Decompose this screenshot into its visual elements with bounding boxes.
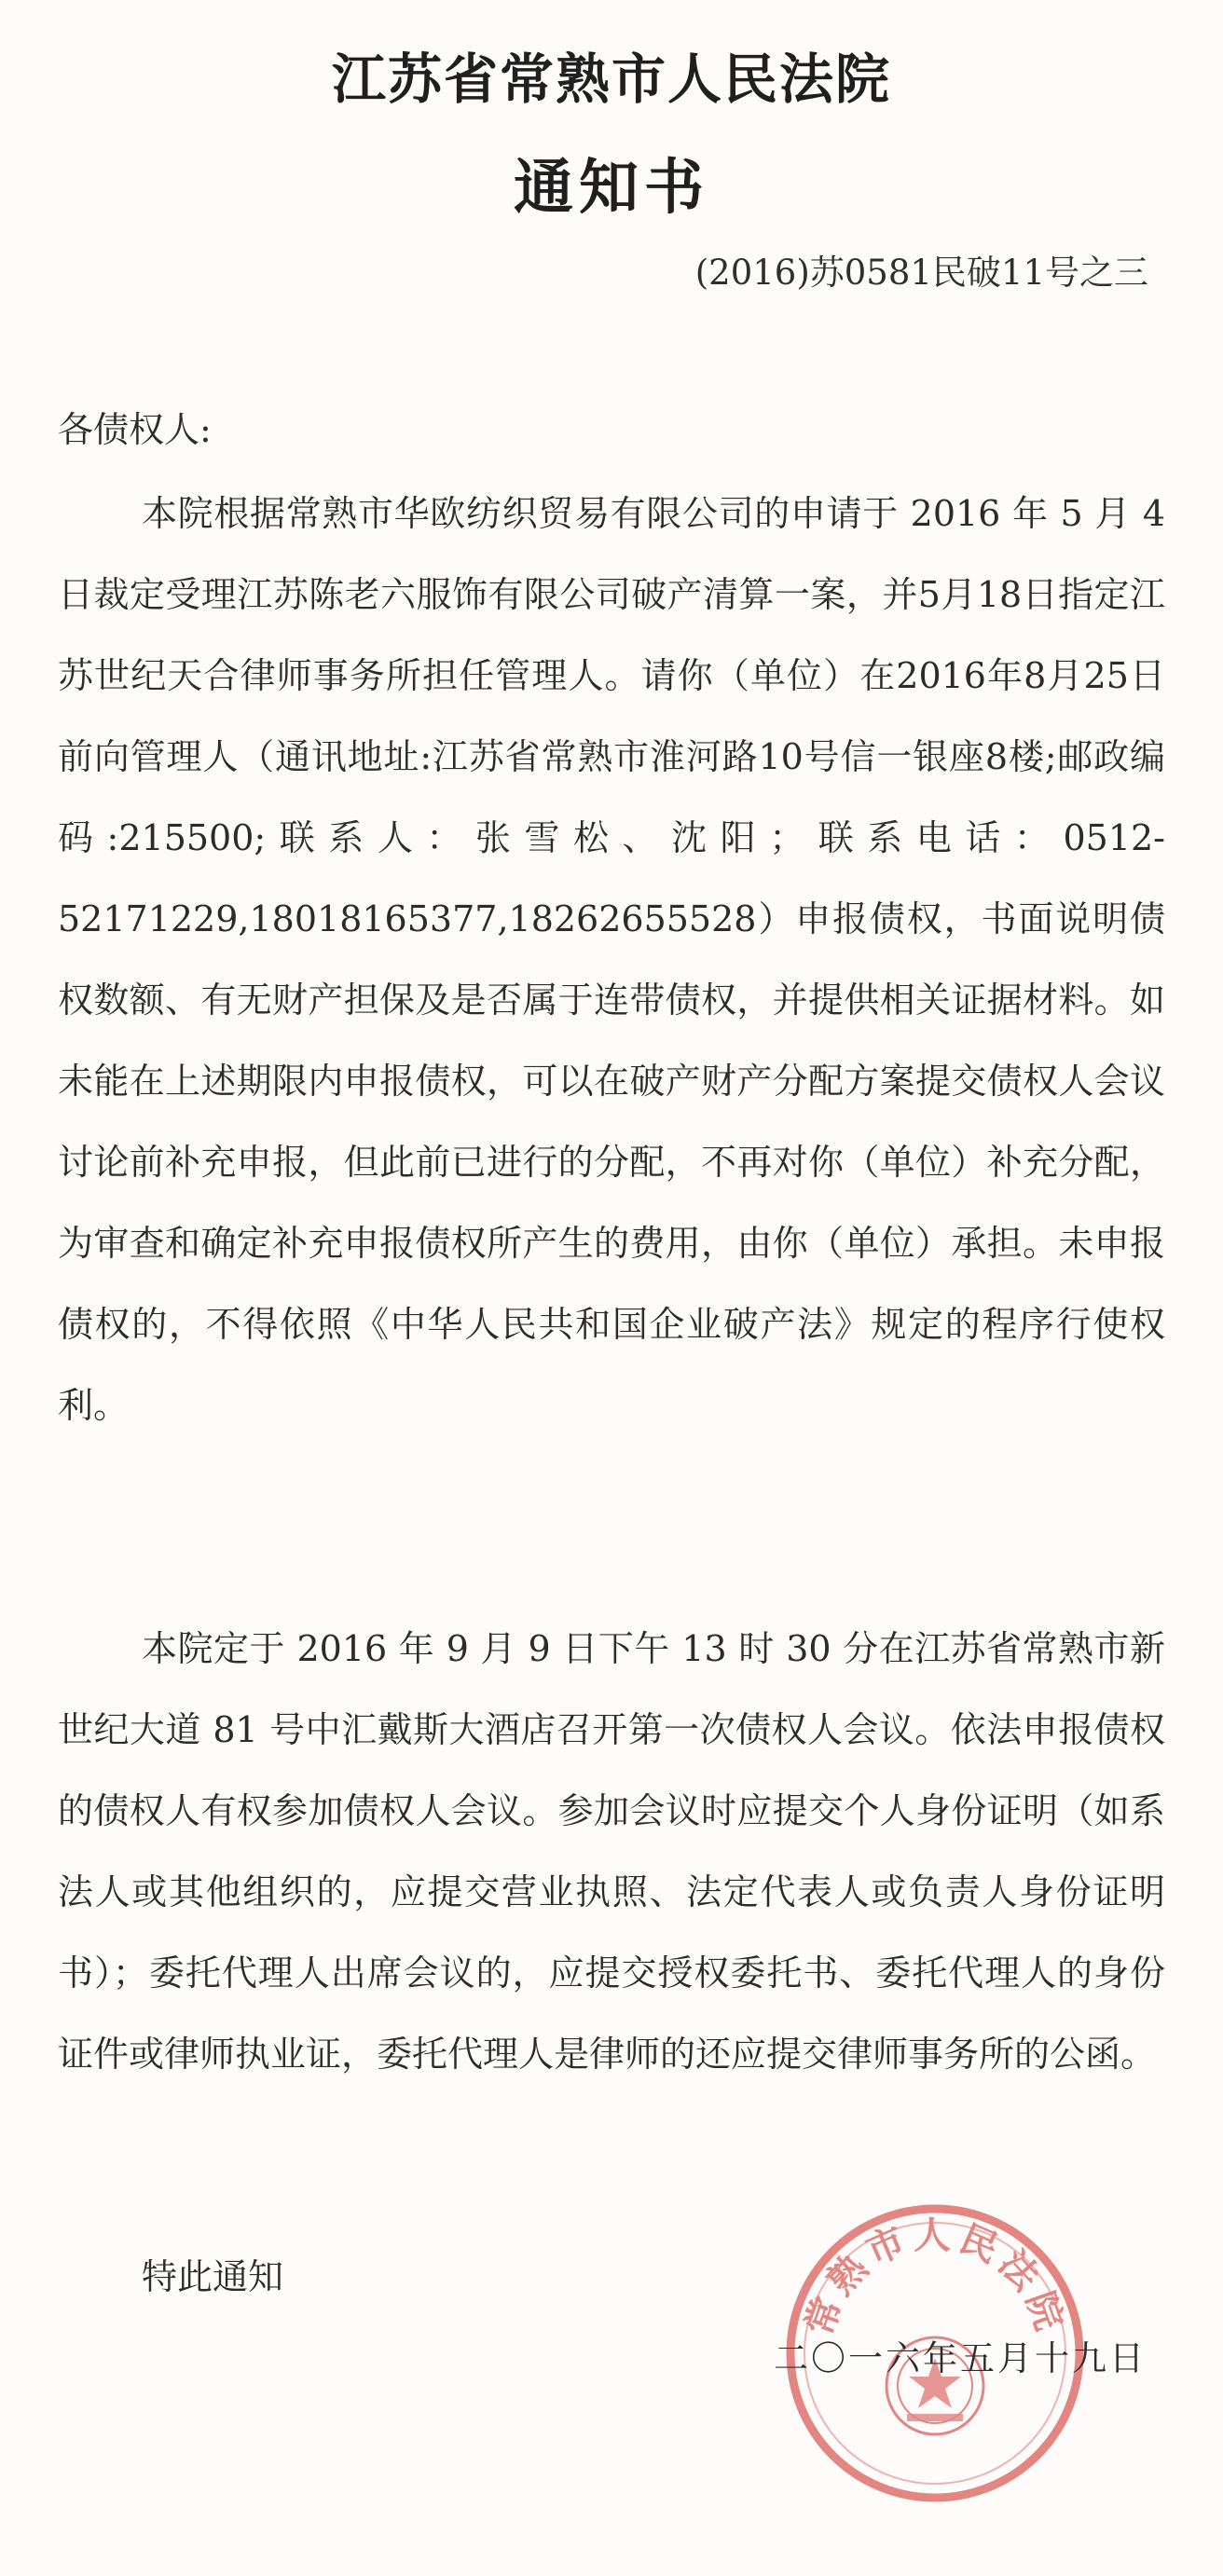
document-type: 通知书 <box>514 153 709 223</box>
paragraph-1: 本院根据常熟市华欧纺织贸易有限公司的申请于 2016 年 5 月 4 日裁定受理江苏陈老六服饰有限公司破产清算一案，并5月18日指定江苏世纪天合律师事务所担任管理人。请你（单位）在2016年8月25日前向管理人（通讯地址:江苏省常熟市淮河路10号信一银座8楼;邮政编码:215500;联系人：张雪松、沈阳；联系电话：0512-52171229,18018165377,18262655528）申报债权，书面说明债权数额、有无财产担保及是否属于连带债权，并提供相关证据材料。如未能在上述期限内申报债权，可以在破产财产分配方案提交债权人会议讨论前补充申报，但此前已进行的分配，不再对你（单位）补充分配，为审查和确定补充申报债权所产生的费用，由你（单位）承担。未申报债权的，不得依照《中华人民共和国企业破产法》规定的程序行使权利。 <box>58 493 1165 1426</box>
addressee: 各债权人: <box>58 409 212 450</box>
seal-arc-text: 常熟市人民法院 <box>796 2213 1074 2341</box>
document-number: (2016)苏0581民破11号之三 <box>694 253 1148 293</box>
paragraph-2-block <box>58 1609 1165 2095</box>
closing-text: 特此通知 <box>142 2256 284 2297</box>
paragraph-1-block <box>58 473 1165 1446</box>
court-name: 江苏省常熟市人民法院 <box>331 48 891 111</box>
issue-date: 二〇一六年五月十九日 <box>774 2338 1147 2378</box>
paragraph-2: 本院定于 2016 年 9 月 9 日下午 13 时 30 分在江苏省常熟市新世纪大道 81 号中汇戴斯大酒店召开第一次债权人会议。依法申报债权的债权人有权参加债权人会议。参加会议时应提交个人身份证明（如系法人或其他组织的，应提交营业执照、法定代表人或负责人身份证明书）；委托代理人出席会议的，应提交授权委托书、委托代理人的身份证件或律师执业证，委托代理人是律师的还应提交律师事务所的公函。 <box>58 1628 1165 2075</box>
